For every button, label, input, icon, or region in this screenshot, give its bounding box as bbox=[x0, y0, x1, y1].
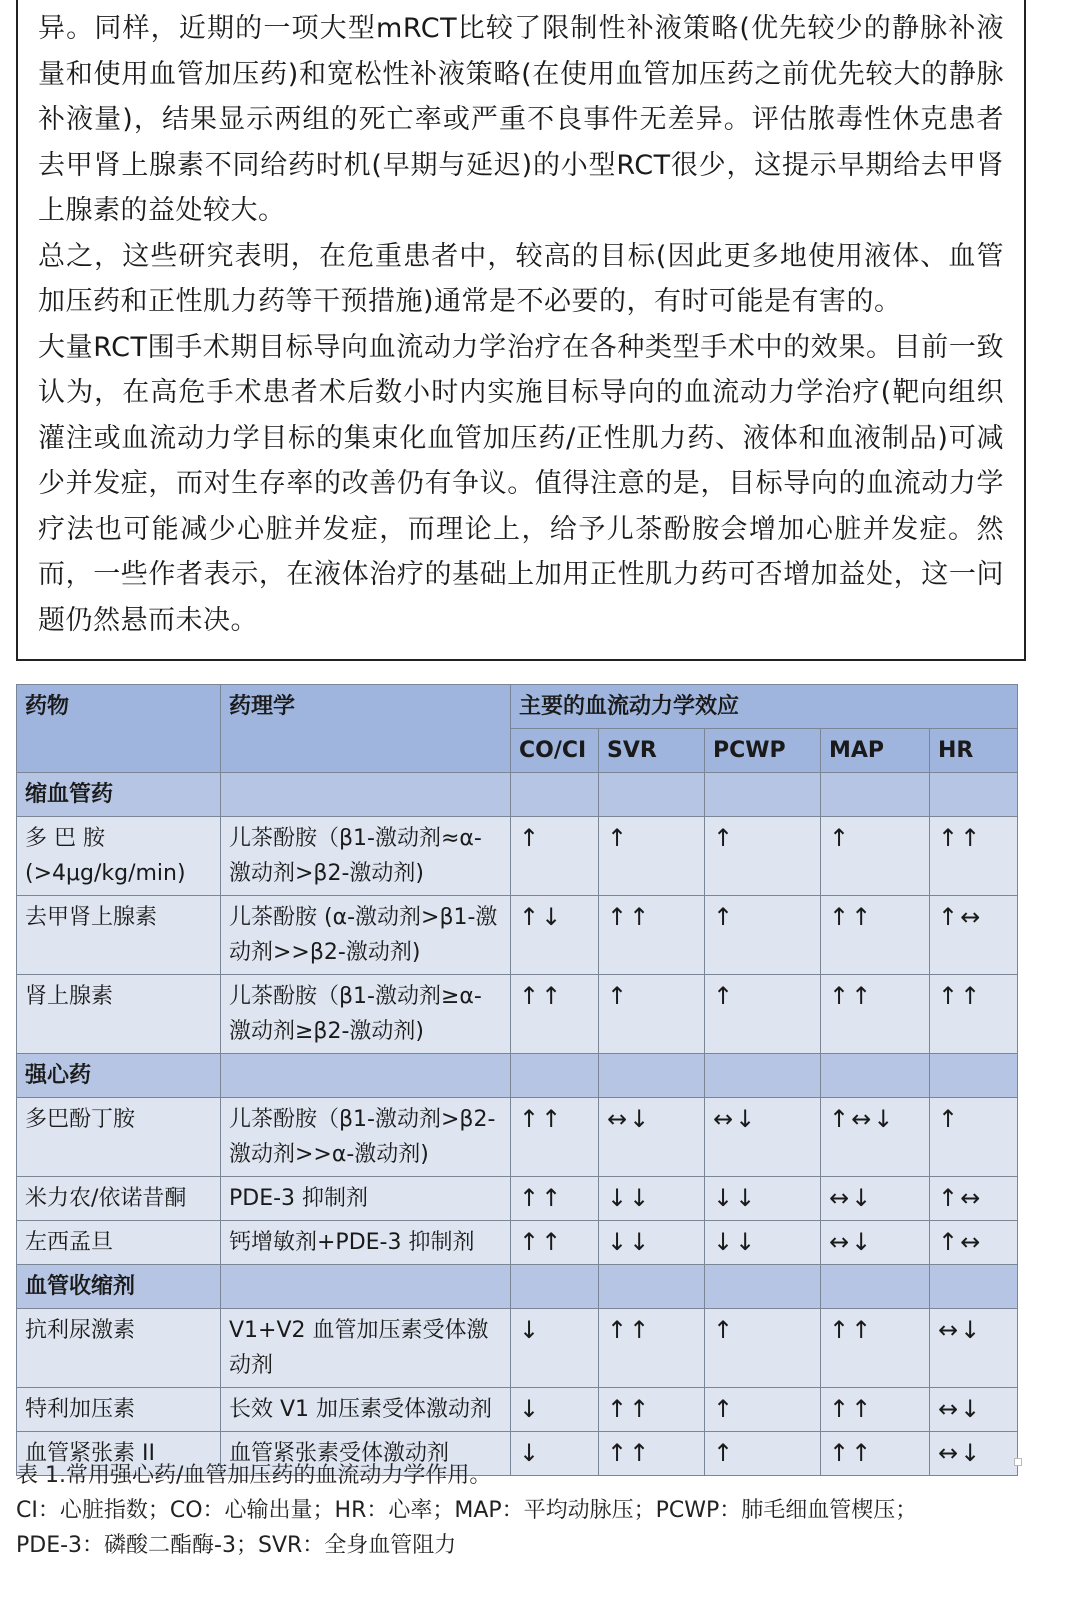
table-row bbox=[17, 1098, 1018, 1177]
header-drug: 药物 bbox=[17, 685, 221, 773]
effect-cell: ↔↓ bbox=[930, 1432, 1018, 1476]
category-empty-cell bbox=[705, 773, 821, 817]
effect-cell: ↑↑ bbox=[599, 1388, 705, 1432]
effect-cell: ↔↓ bbox=[821, 1177, 930, 1221]
category-empty-cell bbox=[511, 1054, 599, 1098]
effect-cell: ↑↑ bbox=[511, 1221, 599, 1265]
effect-cell: ↑↑ bbox=[821, 975, 930, 1054]
category-row bbox=[17, 1054, 1018, 1098]
effect-cell: ↑↑ bbox=[930, 975, 1018, 1054]
effect-cell: ↓↓ bbox=[599, 1177, 705, 1221]
effect-cell: ↑ bbox=[511, 817, 599, 896]
hemodynamics-table-wrapper bbox=[16, 684, 1017, 1476]
drug-cell: 去甲肾上腺素 bbox=[17, 896, 221, 975]
effect-cell: ↑ bbox=[930, 1098, 1018, 1177]
table-row bbox=[17, 1221, 1018, 1265]
category-empty-cell bbox=[599, 1054, 705, 1098]
effect-cell: ↔↓ bbox=[930, 1388, 1018, 1432]
paragraph-1: 异。同样，近期的一项大型mRCT比较了限制性补液策略(优先较少的静脉补液量和使用血管加压药)和宽松性补液策略(在使用血管加压药之前优先较大的静脉补液量)，结果显示两组的死亡率或严重不良事件无差异。评估脓毒性休克患者去甲肾上腺素不同给药时机(早期与延迟)的小型RCT很少，这提示早期给去甲肾上腺素的益处较大。 bbox=[38, 13, 1004, 226]
category-empty-cell bbox=[511, 1265, 599, 1309]
header-svr: SVR bbox=[599, 729, 705, 773]
pharmacology-cell: 儿茶酚胺 (α-激动剂>β1-激动剂>>β2-激动剂) bbox=[221, 896, 511, 975]
effect-cell: ↑↑ bbox=[511, 1098, 599, 1177]
pharmacology-cell: 儿茶酚胺（β1-激动剂≈α-激动剂>β2-激动剂) bbox=[221, 817, 511, 896]
table-row bbox=[17, 817, 1018, 896]
effect-cell: ↑ bbox=[821, 817, 930, 896]
table-row bbox=[17, 1388, 1018, 1432]
caption-title: 表 1.常用强心药/血管加压药的血流动力学作用。 bbox=[16, 1463, 492, 1488]
header-effects: 主要的血流动力学效应 bbox=[511, 685, 1018, 729]
category-empty-cell bbox=[930, 1054, 1018, 1098]
category-empty-cell bbox=[599, 773, 705, 817]
drug-cell: 抗利尿激素 bbox=[17, 1309, 221, 1388]
effect-cell: ↔↓ bbox=[930, 1309, 1018, 1388]
hemodynamics-table bbox=[16, 684, 1018, 1476]
effect-cell: ↓ bbox=[511, 1309, 599, 1388]
effect-cell: ↑↔ bbox=[930, 1177, 1018, 1221]
category-empty-cell bbox=[221, 1265, 511, 1309]
effect-cell: ↑↑ bbox=[930, 817, 1018, 896]
category-empty-cell bbox=[511, 773, 599, 817]
category-row bbox=[17, 773, 1018, 817]
drug-cell: 特利加压素 bbox=[17, 1388, 221, 1432]
effect-cell: ↓↓ bbox=[705, 1177, 821, 1221]
category-empty-cell bbox=[930, 773, 1018, 817]
category-empty-cell bbox=[705, 1265, 821, 1309]
effect-cell: ↓ bbox=[511, 1388, 599, 1432]
caption-abbreviations-1: CI：心脏指数；CO：心输出量；HR：心率；MAP：平均动脉压；PCWP：肺毛细血管楔压； bbox=[16, 1498, 918, 1523]
paragraph-2: 总之，这些研究表明，在危重患者中，较高的目标(因此更多地使用液体、血管加压药和正性肌力药等干预措施)通常是不必要的，有时可能是有害的。 bbox=[38, 240, 1004, 317]
effect-cell: ↔↓ bbox=[705, 1098, 821, 1177]
drug-cell: 左西孟旦 bbox=[17, 1221, 221, 1265]
table-row bbox=[17, 1309, 1018, 1388]
category-empty-cell bbox=[599, 1265, 705, 1309]
effect-cell: ↔↓ bbox=[821, 1221, 930, 1265]
effect-cell: ↑ bbox=[705, 1432, 821, 1476]
effect-cell: ↓↓ bbox=[599, 1221, 705, 1265]
effect-cell: ↑↔ bbox=[930, 1221, 1018, 1265]
effect-cell: ↓ bbox=[511, 1432, 599, 1476]
caption-abbreviations-2: PDE-3：磷酸二酯酶-3；SVR：全身血管阻力 bbox=[16, 1533, 457, 1558]
effect-cell: ↑↑ bbox=[821, 1432, 930, 1476]
effect-cell: ↑ bbox=[705, 817, 821, 896]
effect-cell: ↑↑ bbox=[599, 1432, 705, 1476]
effect-cell: ↑ bbox=[705, 1388, 821, 1432]
category-empty-cell bbox=[221, 1054, 511, 1098]
effect-cell: ↑↔ bbox=[930, 896, 1018, 975]
category-label: 强心药 bbox=[17, 1054, 221, 1098]
effect-cell: ↑↑ bbox=[821, 1309, 930, 1388]
category-empty-cell bbox=[821, 773, 930, 817]
effect-cell: ↑↔↓ bbox=[821, 1098, 930, 1177]
category-empty-cell bbox=[821, 1265, 930, 1309]
pharmacology-cell: 长效 V1 加压素受体激动剂 bbox=[221, 1388, 511, 1432]
drug-cell: 米力农/依诺昔酮 bbox=[17, 1177, 221, 1221]
effect-cell: ↑↑ bbox=[511, 1177, 599, 1221]
table-body bbox=[17, 773, 1018, 1476]
drug-cell: 血管紧张素 II bbox=[17, 1432, 221, 1476]
effect-cell: ↑ bbox=[705, 1309, 821, 1388]
pharmacology-cell: 血管紧张素受体激动剂 bbox=[221, 1432, 511, 1476]
table-row bbox=[17, 975, 1018, 1054]
drug-cell: 肾上腺素 bbox=[17, 975, 221, 1054]
effect-cell: ↑↑ bbox=[599, 1309, 705, 1388]
pharmacology-cell: 钙增敏剂+PDE-3 抑制剂 bbox=[221, 1221, 511, 1265]
paragraph-3: 大量RCT围手术期目标导向血流动力学治疗在各种类型手术中的效果。目前一致认为，在高危手术患者术后数小时内实施目标导向的血流动力学治疗(靶向组织灌注或血流动力学目标的集束化血管加压药/正性肌力药、液体和血液制品)可减少并发症，而对生存率的改善仍有争议。值得注意的是，目标导向的血流动力学疗法也可能减少心脏并发症，而理论上，给予儿茶酚胺会增加心脏并发症。然而，一些作者表示，在液体治疗的基础上加用正性肌力药可否增加益处，这一问题仍然悬而未决。 bbox=[38, 331, 1004, 636]
category-empty-cell bbox=[930, 1265, 1018, 1309]
effect-cell: ↑↑ bbox=[821, 1388, 930, 1432]
text-box bbox=[16, 0, 1026, 661]
effect-cell: ↑ bbox=[705, 896, 821, 975]
effect-cell: ↑ bbox=[599, 975, 705, 1054]
drug-cell: 多巴酚丁胺 bbox=[17, 1098, 221, 1177]
effect-cell: ↑↑ bbox=[821, 896, 930, 975]
table-row bbox=[17, 1177, 1018, 1221]
header-pharmacology: 药理学 bbox=[221, 685, 511, 773]
category-empty-cell bbox=[705, 1054, 821, 1098]
table-row bbox=[17, 896, 1018, 975]
category-empty-cell bbox=[821, 1054, 930, 1098]
effect-cell: ↔↓ bbox=[599, 1098, 705, 1177]
drug-cell: 多 巴 胺 (>4μg/kg/min) bbox=[17, 817, 221, 896]
pharmacology-cell: PDE-3 抑制剂 bbox=[221, 1177, 511, 1221]
category-row bbox=[17, 1265, 1018, 1309]
effect-cell: ↑↑ bbox=[599, 896, 705, 975]
effect-cell: ↑ bbox=[705, 975, 821, 1054]
header-co-ci: CO/CI bbox=[511, 729, 599, 773]
category-label: 血管收缩剂 bbox=[17, 1265, 221, 1309]
effect-cell: ↓↓ bbox=[705, 1221, 821, 1265]
effect-cell: ↑ bbox=[599, 817, 705, 896]
header-pcwp: PCWP bbox=[705, 729, 821, 773]
pharmacology-cell: V1+V2 血管加压素受体激动剂 bbox=[221, 1309, 511, 1388]
category-empty-cell bbox=[221, 773, 511, 817]
effect-cell: ↑↓ bbox=[511, 896, 599, 975]
pharmacology-cell: 儿茶酚胺（β1-激动剂≥α-激动剂≥β2-激动剂) bbox=[221, 975, 511, 1054]
table-caption bbox=[16, 1458, 1056, 1563]
header-map: MAP bbox=[821, 729, 930, 773]
pharmacology-cell: 儿茶酚胺（β1-激动剂>β2-激动剂>>α-激动剂) bbox=[221, 1098, 511, 1177]
category-label: 缩血管药 bbox=[17, 773, 221, 817]
effect-cell: ↑↑ bbox=[511, 975, 599, 1054]
header-hr: HR bbox=[930, 729, 1018, 773]
